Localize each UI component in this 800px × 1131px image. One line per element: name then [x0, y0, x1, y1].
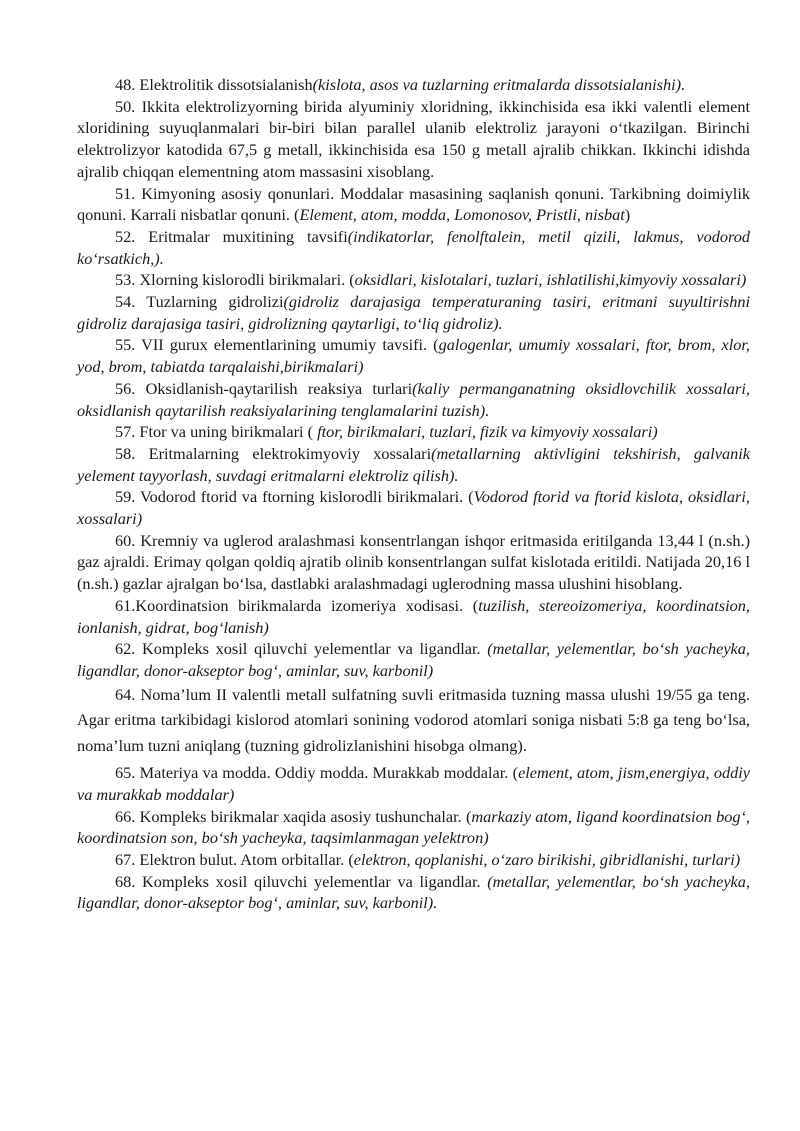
- question-65: 65. Materiya va modda. Oddiy modda. Murakkab moddalar. (element, atom, jism,energiya, oddiy va murakkab moddalar): [77, 763, 750, 804]
- question-56: 56. Oksidlanish-qaytarilish reaksiya turlari(kaliy permanganatning oksidlovchilik xossalari, oksidlanish qaytarilish reaksiyalarining tenglamalarini tuzish).: [77, 378, 750, 420]
- question-51: 51. Kimyoning asosiy qonunlari. Moddalar masasining saqlanish qonuni. Tarkibning doimiylik qonuni. Karrali nisbatlar qonuni. (Element, atom, modda, Lomonosov, Pristli, nisbat): [77, 183, 750, 225]
- question-64: 64. Noma’lum II valentli metall sulfatning suvli eritmasida tuzning massa ulushi 19/55 ga teng. Agar eritma tarkibidagi kislorod atomlari sonining vodorod atomlari soniga nisbati 5:8 ga teng bo‘lsa, noma’lum tuzni aniqlang (tuzning gidrolizlanishini hisobga olmang).: [77, 684, 750, 755]
- question-58: 58. Eritmalarning elektrokimyoviy xossalari(metallarning aktivligini tekshirish, galvanik yelement tayyorlash, suvdagi eritmalarni elektroliz qilish).: [77, 443, 750, 485]
- question-68: 68. Kompleks xosil qiluvchi yelementlar va ligandlar. (metallar, yelementlar, bo‘sh yacheyka, ligandlar, donor-akseptor bog‘, aminlar, suv, karbonil).: [77, 871, 750, 913]
- question-50: 50. Ikkita elektrolizyorning birida alyuminiy xloridning, ikkinchisida esa ikki valentli element xloridining suyuqlanmalari bir-biri bilan parallel ulanib elektroliz jarayoni o‘tkazilgan. Birinchi elektrolizyor katodida 67,5 g metall, ikkinchisida esa 150 g metall ajralib chikkan. Ikkinchi idishda ajralib chiqqan elementning atom massasini xisoblang.: [77, 96, 750, 181]
- document-page: [77, 74, 750, 914]
- question-57: 57. Ftor va uning birikmalari ( ftor, birikmalari, tuzlari, fizik va kimyoviy xossalari): [115, 422, 658, 442]
- question-61: 61.Koordinatsion birikmalarda izomeriya xodisasi. (tuzilish, stereoizomeriya, koordinatsion, ionlanish, gidrat, bog‘lanish): [77, 595, 750, 637]
- question-66: 66. Kompleks birikmalar xaqida asosiy tushunchalar. (markaziy atom, ligand koordinatsion bog‘, koordinatsion son, bo‘sh yacheyka, taqsimlanmagan yelektron): [77, 806, 750, 848]
- question-53: 53. Xlorning kislorodli birikmalari. (oksidlari, kislotalari, tuzlari, ishlatilishi,kimyoviy xossalari): [115, 270, 747, 290]
- question-59: 59. Vodorod ftorid va ftorning kislorodli birikmalari. (Vodorod ftorid va ftorid kislota, oksidlari, xossalari): [77, 487, 750, 529]
- question-55: 55. VII gurux elementlarining umumiy tavsifi. (galogenlar, umumiy xossalari, ftor, brom, xlor, yod, brom, tabiatda tarqalaishi,birikmalari): [77, 335, 750, 377]
- question-54: 54. Tuzlarning gidrolizi(gidroliz darajasiga temperaturaning tasiri, eritmani suyultirishni gidroliz darajasiga tasiri, gidrolizning qaytarligi, to‘liq gidroliz).: [77, 292, 751, 333]
- question-52: 52. Eritmalar muxitining tavsifi(indikatorlar, fenolftalein, metil qizili, lakmus, vodorod ko‘rsatkich,).: [77, 226, 750, 268]
- question-62: 62. Kompleks xosil qiluvchi yelementlar va ligandlar. (metallar, yelementlar, bo‘sh yacheyka, ligandlar, donor-akseptor bog‘, aminlar, suv, karbonil): [77, 639, 750, 680]
- question-48: 48. Elektrolitik dissotsialanish(kislota, asos va tuzlarning eritmalarda dissotsialanishi).: [115, 75, 686, 94]
- question-67: 67. Elektron bulut. Atom orbitallar. (elektron, qoplanishi, o‘zaro birikishi, gibridlanishi, turlari): [115, 850, 741, 869]
- question-60: 60. Kremniy va uglerod aralashmasi konsentrlangan ishqor eritmasida eritilganda 13,44 l (n.sh.) gaz ajraldi. Erimay qolgan qoldiq ajratib olinib konsentrlangan sulfat kislotada eritildi. Natijada 20,16 l (n.sh.) gazlar ajralgan bo‘lsa, dastlabki aralashmadagi uglerodning massa ulushini hisoblang.: [77, 530, 750, 594]
